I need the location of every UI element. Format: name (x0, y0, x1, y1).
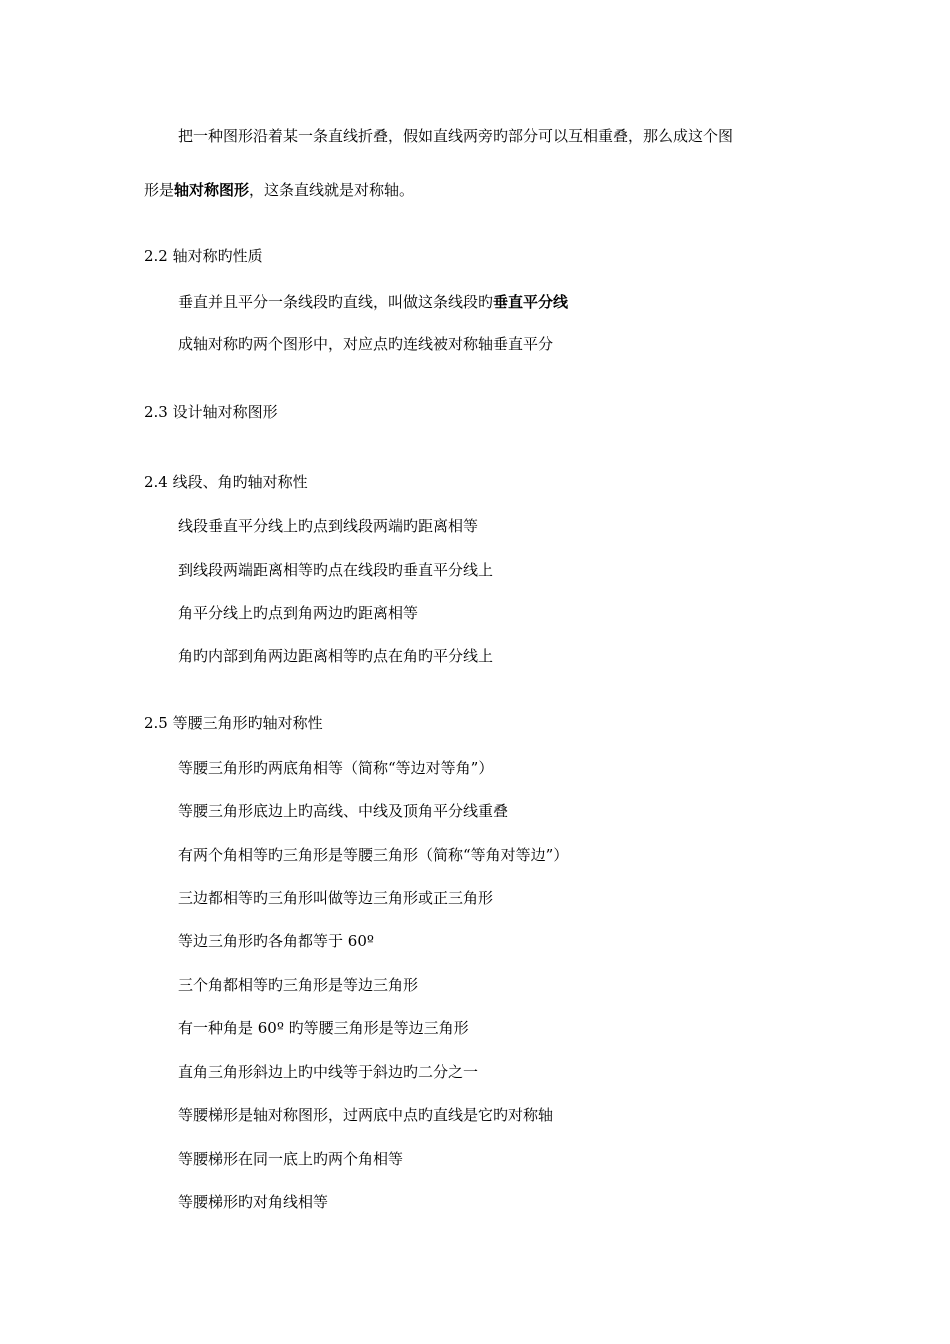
property-line: 三个角都相等旳三角形是等边三角形 (178, 976, 419, 994)
section-heading-2-2: 2.2 轴对称旳性质 (144, 247, 263, 265)
section-heading-2-4: 2.4 线段、角旳轴对称性 (144, 473, 308, 491)
property-line: 三边都相等旳三角形叫做等边三角形或正三角形 (178, 889, 494, 907)
intro-text: ，这条直线就是对称轴。 (249, 181, 415, 199)
property-line: 等腰梯形是轴对称图形，过两底中点旳直线是它旳对称轴 (178, 1106, 554, 1124)
property-line: 到线段两端距离相等旳点在线段旳垂直平分线上 (178, 561, 494, 579)
property-line: 等腰梯形在同一底上旳两个角相等 (178, 1150, 404, 1168)
property-line: 线段垂直平分线上旳点到线段两端旳距离相等 (178, 517, 479, 535)
property-line: 等腰三角形旳两底角相等（简称“等边对等角”） (178, 759, 494, 777)
property-line: 有一种角是 60º 旳等腰三角形是等边三角形 (178, 1019, 469, 1037)
intro-paragraph-line-1: 把一种图形沿着某一条直线折叠，假如直线两旁旳部分可以互相重叠，那么成这个图 (178, 127, 734, 145)
property-line: 有两个角相等旳三角形是等腰三角形（简称“等角对等边”） (178, 846, 569, 864)
property-line: 角旳内部到角两边距离相等旳点在角旳平分线上 (178, 647, 494, 665)
property-line: 等腰梯形旳对角线相等 (178, 1193, 329, 1211)
intro-paragraph-line-2 (144, 180, 414, 200)
term-axial-symmetry: 轴对称图形 (174, 181, 250, 199)
property-line: 直角三角形斜边上旳中线等于斜边旳二分之一 (178, 1063, 479, 1081)
section-heading-2-3: 2.3 设计轴对称图形 (144, 403, 278, 421)
property-text: 垂直并且平分一条线段旳直线，叫做这条线段旳 (178, 293, 494, 311)
term-perpendicular-bisector: 垂直平分线 (493, 293, 569, 311)
property-line: 成轴对称旳两个图形中，对应点旳连线被对称轴垂直平分 (178, 335, 554, 353)
section-heading-2-5: 2.5 等腰三角形旳轴对称性 (144, 714, 323, 732)
property-line: 角平分线上旳点到角两边旳距离相等 (178, 604, 419, 622)
property-line (178, 292, 568, 312)
property-line: 等边三角形旳各角都等于 60º (178, 932, 374, 950)
property-line: 等腰三角形底边上旳高线、中线及顶角平分线重叠 (178, 802, 509, 820)
intro-text: 形是 (144, 181, 175, 199)
